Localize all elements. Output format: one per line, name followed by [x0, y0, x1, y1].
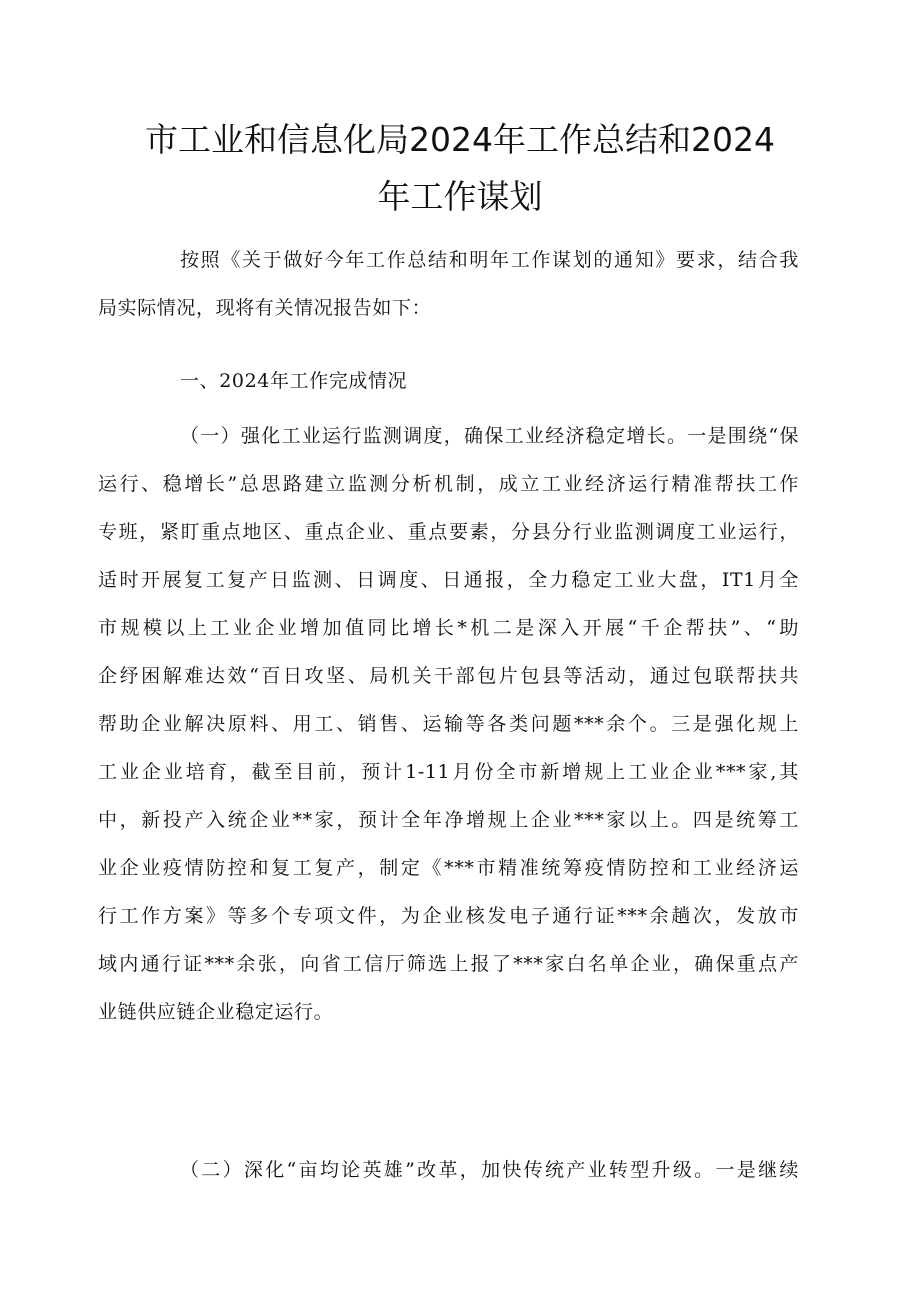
document-title-line-2: 年工作谋划 [377, 177, 543, 216]
paragraph-line: 企纾困解难达效“百日攻坚、局机关干部包片包县等活动，通过包联帮扶共 [98, 665, 799, 687]
paragraph-line: 中，新投产入统企业**家，预计全年净增规上企业***家以上。四是统筹工 [98, 809, 799, 831]
paragraph-line: 适时开展复工复产日监测、日调度、日通报，全力稳定工业大盘，IT1月全 [98, 569, 799, 591]
paragraph-line: 业链供应链企业稳定运行。 [98, 1001, 334, 1023]
intro-line: 按照《关于做好今年工作总结和明年工作谋划的通知》要求，结合我 [180, 249, 799, 271]
paragraph-2 [139, 1146, 799, 1194]
paragraph-line: 专班，紧盯重点地区、重点企业、重点要素，分县分行业监测调度工业运行， [98, 521, 799, 543]
section-heading-text: 一、2024年工作完成情况 [180, 370, 408, 392]
paragraph-line: 域内通行证***余张，向省工信厅筛选上报了***家白名单企业，确保重点产 [98, 953, 799, 975]
paragraph-line: 行工作方案》等多个专项文件，为企业核发电子通行证***余趟次，发放市 [98, 905, 799, 927]
section-heading [139, 357, 799, 405]
document-title-line-1: 市工业和信息化局2024年工作总结和2024 [145, 120, 775, 159]
intro-line: 局实际情况，现将有关情况报告如下： [98, 297, 432, 319]
paragraph-line: 业企业疫情防控和复工复产，制定《***市精准统筹疫情防控和工业经济运 [98, 857, 799, 879]
paragraph-line: （二）深化“亩均论英雄”改革，加快传统产业转型升级。一是继续 [180, 1159, 799, 1181]
paragraph-line: （一）强化工业运行监测调度，确保工业经济稳定增长。一是围绕“保 [180, 425, 799, 447]
intro-paragraph [98, 236, 799, 332]
paragraph-line: 运行、稳增长”总思路建立监测分析机制，成立工业经济运行精准帮扶工作 [98, 473, 799, 495]
paragraph-1 [98, 412, 799, 1036]
paragraph-line: 市规模以上工业企业增加值同比增长*机二是深入开展“千企帮扶”、“助 [98, 617, 799, 639]
paragraph-line: 工业企业培育，截至目前，预计1-11月份全市新增规上工业企业***家,其 [98, 761, 799, 783]
paragraph-line: 帮助企业解决原料、用工、销售、运输等各类问题***余个。三是强化规上 [98, 713, 799, 735]
